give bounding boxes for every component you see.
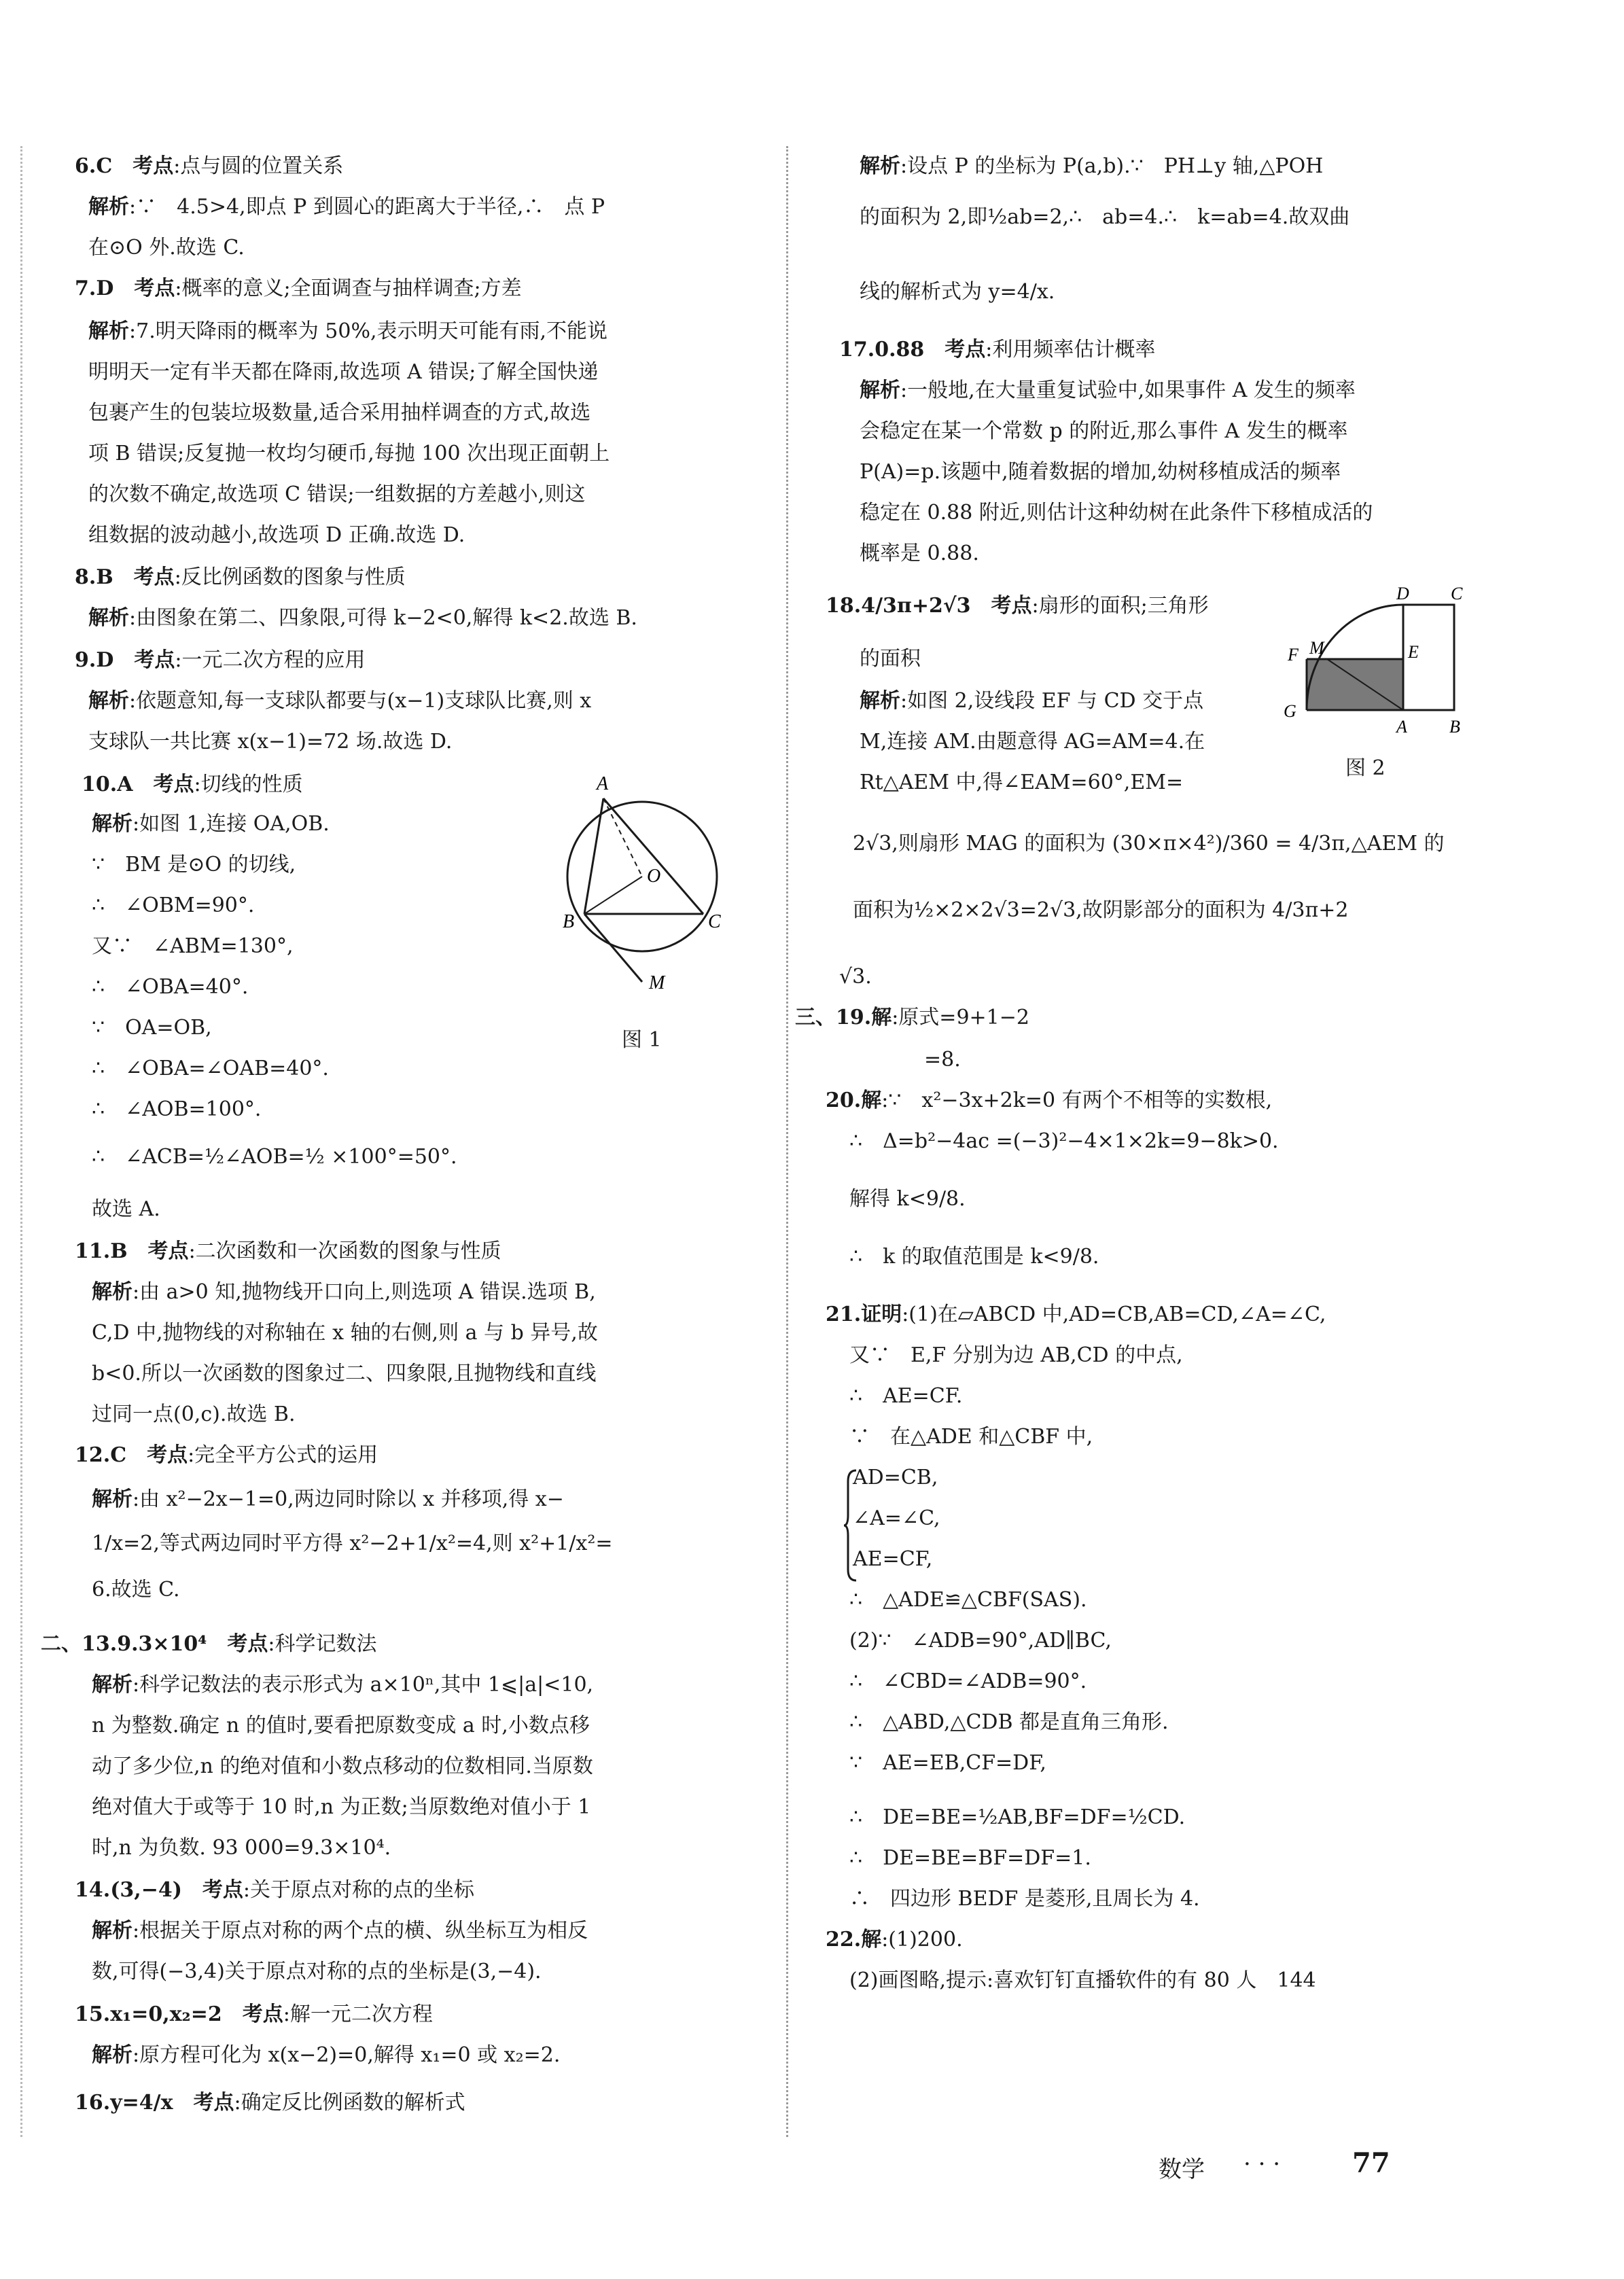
right-line-heading: 解析: [860, 378, 900, 402]
left-line-heading: 15.x₁=0,x₂=2 考点: [75, 2002, 283, 2026]
right-line: ∴ AE=CF.: [849, 1384, 963, 1408]
left-line-body: :解一元二次方程: [283, 2002, 433, 2026]
figure-2-caption: 图 2: [1345, 756, 1385, 780]
left-line-body: :一元二次方程的应用: [175, 648, 366, 672]
left-line-body: :由图象在第二、四象限,可得 k−2<0,解得 k<2.故选 B.: [129, 606, 637, 630]
left-line: b<0.所以一次函数的图象过二、四象限,且抛物线和直线: [92, 1362, 597, 1385]
figure-2: [1274, 584, 1485, 741]
right-line: ∴ Δ=b²−4ac =(−3)²−4×1×2k=9−8k>0.: [849, 1129, 1279, 1153]
left-line-heading: 8.B 考点: [75, 565, 175, 589]
left-line: [75, 153, 343, 180]
left-line: [88, 318, 607, 345]
left-line-heading: 解析: [88, 195, 129, 219]
label-b2: B: [1449, 717, 1460, 737]
right-line-body: :如图 2,设线段 EF 与 CD 交于点: [900, 689, 1204, 713]
footer-dots: · · ·: [1243, 2151, 1281, 2178]
segment-ac: [603, 798, 703, 914]
right-line: ∴ △ADE≌△CBF(SAS).: [849, 1588, 1087, 1612]
left-line-heading: 解析: [88, 319, 129, 343]
right-line-heading: 17.0.88 考点: [839, 338, 986, 361]
right-line-heading: 三、19.解: [795, 1006, 892, 1029]
left-line-body: :二次函数和一次函数的图象与性质: [188, 1239, 501, 1263]
right-line: 概率是 0.88.: [860, 542, 979, 565]
right-line: √3.: [839, 965, 872, 989]
left-line: ∴ ∠ACB=½∠AOB=½ ×100°=50°.: [92, 1145, 457, 1169]
right-line: AE=CF,: [853, 1547, 933, 1571]
left-line: [92, 1918, 588, 1945]
left-line: 明明天一定有半天都在降雨,故选项 A 错误;了解全国快递: [88, 360, 599, 384]
footer-subject: 数学: [1159, 2156, 1205, 2183]
left-line: 时,n 为负数. 93 000=9.3×10⁴.: [92, 1836, 391, 1860]
left-line: [75, 647, 365, 674]
left-line: [88, 194, 605, 221]
right-line: 会稳定在某一个常数 p 的附近,那么事件 A 发生的概率: [860, 419, 1348, 443]
label-a: A: [597, 773, 609, 794]
left-line: [88, 605, 637, 632]
left-line: 在⊙O 外.故选 C.: [88, 236, 245, 260]
left-line: 动了多少位,n 的绝对值和小数点移动的位数相同.当原数: [92, 1754, 593, 1778]
right-line: 的面积: [860, 647, 921, 671]
left-line: 的次数不确定,故选项 C 错误;一组数据的方差越小,则这: [88, 482, 586, 506]
right-line: [795, 1004, 1029, 1031]
left-line: [75, 2089, 465, 2117]
left-line-heading: 10.A 考点: [82, 773, 194, 796]
left-line-heading: 9.D 考点: [75, 648, 175, 672]
left-line: 过同一点(0,c).故选 B.: [92, 1402, 296, 1426]
left-line-body: :关于原点对称的点的坐标: [243, 1878, 475, 1902]
right-line: 解得 k<9/8.: [849, 1187, 966, 1211]
page-number: 77: [1352, 2147, 1390, 2179]
right-line: 面积为½×2×2√3=2√3,故阴影部分的面积为 4/3π+2: [853, 898, 1349, 922]
right-line: [826, 1926, 963, 1954]
left-margin-line: [20, 146, 22, 2137]
label-d: D: [1396, 584, 1409, 603]
left-line: ∴ ∠OBM=90°.: [92, 894, 255, 917]
left-line-heading: 16.y=4/x 考点: [75, 2091, 234, 2115]
label-e: E: [1408, 642, 1419, 662]
right-line: [826, 593, 1209, 620]
left-line: 绝对值大于或等于 10 时,n 为正数;当原数绝对值小于 1: [92, 1795, 591, 1819]
left-line: ∵ OA=OB,: [92, 1016, 212, 1040]
right-line: 2√3,则扇形 MAG 的面积为 (30×π×4²)/360 = 4/3π,△AEM 的: [853, 832, 1445, 855]
shaded-region: [1307, 659, 1403, 710]
left-line: 项 B 错误;反复抛一枚均匀硬币,每抛 100 次出现正面朝上: [88, 442, 610, 465]
left-line-body: :确定反比例函数的解析式: [234, 2091, 465, 2115]
right-line: 线的解析式为 y=4/x.: [860, 280, 1055, 304]
left-line: 1/x=2,等式两边同时平方得 x²−2+1/x²=4,则 x²+1/x²=: [92, 1532, 613, 1555]
left-line-heading: 11.B 考点: [75, 1239, 189, 1263]
left-line-body: :反比例函数的图象与性质: [174, 565, 406, 589]
left-line: ∴ ∠AOB=100°.: [92, 1097, 262, 1121]
left-line: [75, 564, 406, 591]
right-line: AD=CB,: [853, 1466, 938, 1489]
left-line-body: :科学记数法: [268, 1632, 377, 1656]
label-m: M: [649, 972, 665, 992]
left-line-body: :由 x²−2x−1=0,两边同时除以 x 并移项,得 x−: [133, 1487, 564, 1511]
label-c: C: [708, 911, 721, 932]
left-line: [75, 1442, 378, 1469]
right-line: 又∵ E,F 分别为边 AB,CD 的中点,: [849, 1343, 1183, 1367]
left-line: C,D 中,抛物线的对称轴在 x 轴的右侧,则 a 与 b 异号,故: [92, 1321, 598, 1345]
left-line: 包裹产生的包装垃圾数量,适合采用抽样调查的方式,故选: [88, 401, 591, 425]
right-line: (2)∵ ∠ADB=90°,AD∥BC,: [849, 1629, 1112, 1653]
right-line-heading: 解析: [860, 154, 900, 178]
left-line: [75, 2001, 433, 2028]
left-line-heading: 解析: [92, 2043, 133, 2067]
right-line-heading: 20.解: [826, 1089, 882, 1112]
left-line-heading: 解析: [92, 1487, 133, 1511]
figure-1: [550, 768, 747, 992]
left-line: n 为整数.确定 n 的值时,要看把原数变成 a 时,小数点移: [92, 1714, 590, 1737]
left-line: [82, 771, 303, 798]
right-line-body: :利用频率估计概率: [985, 338, 1156, 361]
label-a2: A: [1396, 717, 1407, 737]
right-line-body: :∵ x²−3x+2k=0 有两个不相等的实数根,: [881, 1089, 1273, 1112]
segment-bm: [584, 914, 642, 982]
right-line: M,连接 AM.由题意得 AG=AM=4.在: [860, 730, 1205, 754]
left-line-heading: 解析: [92, 1673, 133, 1697]
left-line: [75, 275, 522, 302]
label-g: G: [1284, 701, 1296, 721]
left-line: ∵ BM 是⊙O 的切线,: [92, 853, 296, 877]
left-line-heading: 二、13.9.3×10⁴ 考点: [41, 1632, 268, 1656]
right-line-body: :一般地,在大量重复试验中,如果事件 A 发生的频率: [900, 378, 1356, 402]
label-m2: M: [1309, 638, 1324, 658]
brace-icon: [843, 1468, 859, 1583]
right-line: ∴ DE=BE=BF=DF=1.: [849, 1846, 1091, 1870]
left-line-body: :概率的意义;全面调查与抽样调查;方差: [175, 277, 522, 300]
left-line: [75, 1877, 474, 1904]
right-line: [839, 336, 1155, 364]
right-line: (2)画图略,提示:喜欢钉钉直播软件的有 80 人 144: [849, 1968, 1316, 1992]
right-line: ∴ 四边形 BEDF 是菱形,且周长为 4.: [849, 1887, 1200, 1911]
figure-1-caption: 图 1: [622, 1028, 662, 1052]
left-line: 故选 A.: [92, 1197, 160, 1221]
left-line-body: :科学记数法的表示形式为 a×10ⁿ,其中 1⩽|a|<10,: [133, 1673, 594, 1697]
left-line: 6.故选 C.: [92, 1578, 180, 1602]
left-line-body: :∵ 4.5>4,即点 P 到圆心的距离大于半径,∴ 点 P: [129, 195, 605, 219]
left-line-heading: 12.C 考点: [75, 1443, 188, 1467]
right-line: [826, 1087, 1272, 1114]
right-line: =8.: [924, 1048, 961, 1072]
column-divider: [786, 146, 788, 2137]
left-line-body: :原方程可化为 x(x−2)=0,解得 x₁=0 或 x₂=2.: [133, 2043, 561, 2067]
label-o: O: [647, 866, 661, 887]
left-line: 数,可得(−3,4)关于原点对称的点的坐标是(3,−4).: [92, 1960, 542, 1983]
left-line: 组数据的波动越小,故选项 D 正确.故选 D.: [88, 523, 465, 547]
left-line-heading: 解析: [92, 812, 133, 836]
right-line: ∴ DE=BE=½AB,BF=DF=½CD.: [849, 1805, 1186, 1829]
label-b: B: [563, 911, 575, 932]
segment-ab: [584, 798, 603, 914]
left-line-body: :根据关于原点对称的两个点的横、纵坐标互为相反: [133, 1919, 588, 1943]
left-line-body: :完全平方公式的运用: [188, 1443, 378, 1467]
right-line: 稳定在 0.88 附近,则估计这种幼树在此条件下移植成活的: [860, 501, 1373, 525]
label-c2: C: [1451, 584, 1463, 603]
right-line: [860, 688, 1203, 715]
right-line-body: :(1)在▱ABCD 中,AD=CB,AB=CD,∠A=∠C,: [902, 1303, 1326, 1326]
left-line-heading: 6.C 考点: [75, 154, 174, 178]
left-line: ∴ ∠OBA=∠OAB=40°.: [92, 1057, 329, 1080]
label-f: F: [1288, 645, 1299, 665]
left-line: [92, 1279, 596, 1306]
left-line-heading: 14.(3,−4) 考点: [75, 1878, 243, 1902]
right-line: ∠A=∠C,: [853, 1506, 940, 1530]
right-line: ∴ k 的取值范围是 k<9/8.: [849, 1245, 1099, 1269]
left-line: 又∵ ∠ABM=130°,: [92, 934, 294, 958]
right-line-heading: 18.4/3π+2√3 考点: [826, 594, 1032, 618]
right-line: ∵ 在△ADE 和△CBF 中,: [849, 1425, 1093, 1449]
left-line: [92, 1672, 593, 1699]
left-line-body: :如图 1,连接 OA,OB.: [133, 812, 330, 836]
right-line-body: :(1)200.: [881, 1928, 963, 1951]
left-line: [92, 2042, 560, 2069]
left-line-body: :点与圆的位置关系: [173, 154, 344, 178]
right-line-heading: 21.证明: [826, 1303, 902, 1326]
right-line: 的面积为 2,即½ab=2,∴ ab=4.∴ k=ab=4.故双曲: [860, 205, 1350, 229]
right-line: P(A)=p.该题中,随着数据的增加,幼树移植成活的频率: [860, 460, 1341, 484]
left-line: [41, 1631, 377, 1658]
left-line-body: :7.明天降雨的概率为 50%,表示明天可能有雨,不能说: [129, 319, 608, 343]
left-line: [75, 1238, 501, 1265]
left-line-heading: 解析: [92, 1280, 133, 1304]
left-line-heading: 解析: [92, 1919, 133, 1943]
left-line-body: :切线的性质: [194, 773, 303, 796]
right-line-body: :设点 P 的坐标为 P(a,b).∵ PH⊥y 轴,△POH: [900, 154, 1324, 178]
left-line-heading: 解析: [88, 606, 129, 630]
right-line-body: :原式=9+1−2: [892, 1006, 1029, 1029]
left-line-body: :由 a>0 知,抛物线开口向上,则选项 A 错误.选项 B,: [133, 1280, 596, 1304]
left-line: [92, 811, 330, 838]
right-line: [860, 377, 1356, 404]
right-line: ∵ AE=EB,CF=DF,: [849, 1751, 1046, 1775]
right-line: Rt△AEM 中,得∠EAM=60°,EM=: [860, 771, 1184, 794]
left-line-heading: 解析: [88, 689, 129, 713]
left-line: ∴ ∠OBA=40°.: [92, 975, 249, 999]
left-line: [88, 688, 591, 715]
right-line: [860, 153, 1323, 180]
left-line: [92, 1486, 564, 1513]
left-line-body: :依题意知,每一支球队都要与(x−1)支球队比赛,则 x: [129, 689, 592, 713]
left-line: 支球队一共比赛 x(x−1)=72 场.故选 D.: [88, 730, 453, 754]
right-line-heading: 解析: [860, 689, 900, 713]
right-line: ∴ ∠CBD=∠ADB=90°.: [849, 1670, 1087, 1693]
segment-ob: [584, 877, 642, 914]
right-line-heading: 22.解: [826, 1928, 882, 1951]
left-line-heading: 7.D 考点: [75, 277, 175, 300]
right-line-body: :扇形的面积;三角形: [1031, 594, 1209, 618]
right-line: [826, 1301, 1326, 1328]
right-line: ∴ △ABD,△CDB 都是直角三角形.: [849, 1710, 1169, 1734]
